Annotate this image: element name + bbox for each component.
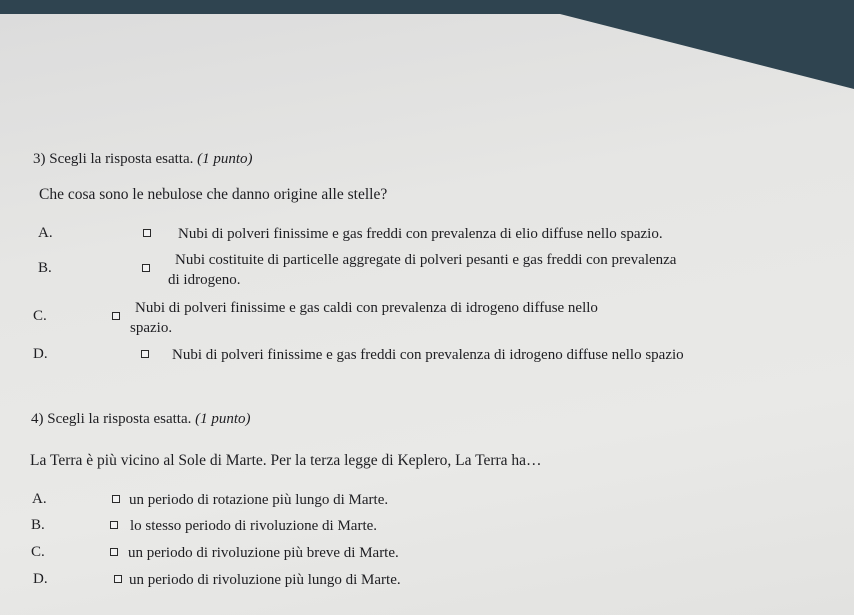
checkbox[interactable] [143,229,151,237]
checkbox[interactable] [110,548,118,556]
option-letter: A. [32,491,47,507]
checkbox[interactable] [114,575,122,583]
option-letter: D. [33,346,48,362]
option-letter: C. [33,308,47,324]
question-title-text: 4) Scegli la risposta esatta. [31,411,192,427]
option-text-line-2: di idrogeno. [168,272,241,288]
option-text-line-1: Nubi costituite di particelle aggregate di polveri pesanti e gas freddi con prevalenza [175,252,677,268]
option-letter: B. [31,517,45,533]
option-text: Nubi di polveri finissime e gas freddi con prevalenza di elio diffuse nello spazio. [178,226,663,242]
option-text: lo stesso periodo di rivoluzione di Marte. [130,518,378,534]
question-4-title [31,411,251,428]
option-text: Nubi di polveri finissime e gas freddi con prevalenza di idrogeno diffuse nello spazio [172,347,684,363]
option-letter: C. [31,544,45,560]
option-text-line-2: spazio. [130,320,173,336]
question-3-title [33,151,253,168]
question-title-text: 3) Scegli la risposta esatta. [33,151,194,167]
checkbox[interactable] [112,495,120,503]
option-letter: D. [33,571,48,587]
checkbox[interactable] [112,312,120,320]
checkbox[interactable] [141,350,149,358]
option-text: un periodo di rivoluzione più breve di Marte. [128,545,399,561]
question-points: (1 punto) [195,411,251,427]
option-letter: A. [38,225,53,241]
option-text: un periodo di rivoluzione più lungo di Marte. [129,572,401,588]
question-points: (1 punto) [197,151,253,167]
question-3-text: Che cosa sono le nebulose che danno origine alle stelle? [39,186,388,203]
option-text-line-1: Nubi di polveri finissime e gas caldi con prevalenza di idrogeno diffuse nello [135,300,598,316]
question-4-text: La Terra è più vicino al Sole di Marte. Per la terza legge di Keplero, La Terra ha… [30,452,542,469]
option-letter: B. [38,260,52,276]
checkbox[interactable] [110,521,118,529]
option-text: un periodo di rotazione più lungo di Marte. [129,492,389,508]
checkbox[interactable] [142,264,150,272]
